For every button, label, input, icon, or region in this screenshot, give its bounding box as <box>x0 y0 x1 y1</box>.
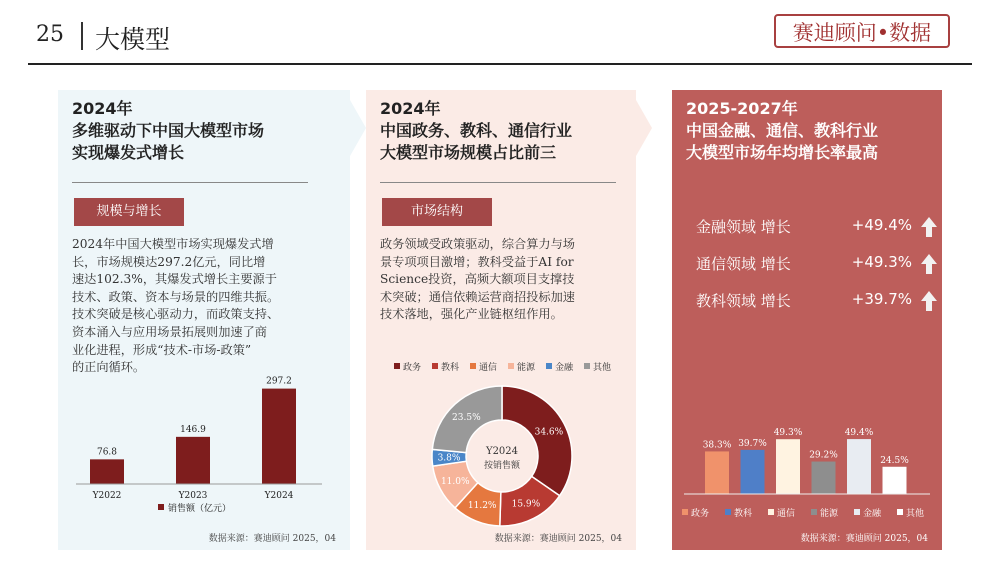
body-line: 景专项项目激增；教科受益于AI for <box>380 254 574 269</box>
arrow-up-icon <box>920 290 938 312</box>
panel2-separator <box>380 182 616 183</box>
data-label: 29.2% <box>809 450 838 461</box>
data-label: 11.0% <box>440 476 470 487</box>
panel3-title-line2: 大模型市场年均增长率最高 <box>686 143 879 162</box>
data-label: 23.5% <box>452 412 481 423</box>
panel1-year: 2024年 <box>72 99 133 118</box>
body-line: 资本涌入与应用场景拓展则加速了商 <box>72 324 267 339</box>
bar <box>705 451 729 494</box>
panel1-heading <box>72 98 264 164</box>
data-label: 11.2% <box>467 501 497 512</box>
panel1-tag: 规模与增长 <box>74 198 184 226</box>
panel3-heading <box>686 98 878 164</box>
legend-label: 教科 <box>441 363 460 373</box>
panel-scale-growth <box>58 90 350 550</box>
metric-value: +49.3% <box>851 253 912 271</box>
panel3-title-line1: 中国金融、通信、教科行业 <box>686 121 879 140</box>
legend-swatch <box>394 363 400 369</box>
metric-label: 金融领域 增长 <box>696 218 791 236</box>
legend-swatch <box>508 363 514 369</box>
legend-swatch <box>584 363 590 369</box>
metric-value: +39.7% <box>851 290 912 308</box>
legend-label: 金融 <box>555 363 574 373</box>
donut-center-label: 按销售额 <box>483 461 521 471</box>
metric-value: +49.4% <box>851 216 912 234</box>
legend-label: 通信 <box>479 363 498 373</box>
donut-center-year: Y2024 <box>485 446 519 457</box>
legend-swatch <box>682 509 688 515</box>
legend-label: 通信 <box>777 509 796 519</box>
legend-swatch <box>158 504 164 510</box>
page-number: 25 <box>36 22 64 47</box>
body-line: 业化进程，形成“技术-市场-政策” <box>72 342 252 357</box>
data-label: 15.9% <box>511 499 541 510</box>
bar <box>812 462 836 494</box>
panel1-body <box>72 236 279 377</box>
legend-swatch <box>768 509 774 515</box>
header-divider <box>81 22 83 50</box>
data-label: 146.9 <box>180 424 206 435</box>
metric-label: 教科领域 增长 <box>696 292 791 310</box>
metric-label: 通信领域 增长 <box>696 255 791 273</box>
panel3-source: 数据来源：赛迪顾问 2025，04 <box>800 534 928 544</box>
legend-swatch <box>470 363 476 369</box>
data-label: 24.5% <box>880 455 909 466</box>
legend-swatch <box>811 509 817 515</box>
legend-swatch <box>546 363 552 369</box>
sales-bar-chart <box>72 374 342 530</box>
panel2-title-line1: 中国政务、教科、通信行业 <box>380 121 573 140</box>
body-line: Science投资，高频大额项目支撑技 <box>380 272 575 287</box>
page-title: 大模型 <box>95 25 171 54</box>
body-line: 政务领域受政策驱动，综合算力与场 <box>380 237 575 251</box>
panel1-source: 数据来源：赛迪顾问 2025，04 <box>208 534 336 544</box>
legend-label: 能源 <box>820 509 839 519</box>
panel2-title-line2: 大模型市场规模占比前三 <box>380 143 557 162</box>
body-line: 2024年中国大模型市场实现爆发式增 <box>72 237 274 251</box>
tick-label: Y2024 <box>264 491 294 501</box>
legend-label: 销售额（亿元） <box>168 504 232 514</box>
legend-swatch <box>854 509 860 515</box>
panel1-title-line1: 多维驱动下中国大模型市场 <box>72 121 265 140</box>
data-label: 3.8% <box>437 453 461 464</box>
tick-label: Y2023 <box>178 491 208 501</box>
arrow-up-icon <box>920 216 938 238</box>
legend-swatch <box>897 509 903 515</box>
legend-label: 政务 <box>403 363 422 373</box>
body-line: 长，市场规模达297.2亿元，同比增 <box>72 254 266 269</box>
legend-label: 其他 <box>593 363 612 373</box>
body-line: 的正向循环。 <box>72 360 146 375</box>
panel2-source: 数据来源：赛迪顾问 2025，04 <box>494 534 622 544</box>
legend-label: 其他 <box>906 509 925 519</box>
panel-market-structure <box>366 90 636 550</box>
data-label: 76.8 <box>96 447 118 458</box>
data-label: 34.6% <box>534 427 564 438</box>
bar <box>847 439 871 494</box>
legend-swatch <box>725 509 731 515</box>
data-label: 38.3% <box>702 440 732 451</box>
body-line: 技术突破是核心驱动力，而政策支持、 <box>72 307 280 322</box>
panel-growth-rate <box>672 90 942 550</box>
legend-label: 金融 <box>863 509 882 519</box>
body-line: 技术落地，强化产业链枢纽作用。 <box>380 307 563 322</box>
legend-label: 教科 <box>734 509 753 519</box>
panel-arrow-1 <box>350 100 366 156</box>
panel-arrow-2 <box>636 100 652 156</box>
legend-label: 政务 <box>691 509 710 519</box>
data-label: 49.3% <box>773 428 803 439</box>
panel2-body <box>380 236 575 324</box>
panel1-title-line2: 实现爆发式增长 <box>72 143 185 162</box>
data-label: 49.4% <box>844 428 874 439</box>
header-rule <box>28 63 972 65</box>
page-header <box>0 0 1000 68</box>
tick-label: Y2022 <box>92 491 122 501</box>
bar <box>776 439 800 494</box>
body-line: 技术、政策、资本与场景的四维共振。 <box>72 289 280 304</box>
brand-logo: 赛迪顾问•数据 <box>774 14 950 48</box>
data-label: 297.2 <box>266 376 292 387</box>
market-structure-donut-chart <box>366 358 636 528</box>
panel2-heading <box>380 98 572 164</box>
growth-rate-bar-chart <box>672 420 942 524</box>
bar <box>176 437 210 484</box>
bar <box>262 389 296 484</box>
bar <box>883 467 907 494</box>
arrow-up-icon <box>920 253 938 275</box>
panel3-year: 2025-2027年 <box>686 99 798 118</box>
legend-swatch <box>432 363 438 369</box>
bar <box>741 450 765 494</box>
data-label: 39.7% <box>738 438 767 449</box>
bar <box>90 459 124 484</box>
panel1-separator <box>72 182 308 183</box>
legend-label: 能源 <box>517 363 536 373</box>
body-line: 速达102.3%，其爆发式增长主要源于 <box>72 272 277 287</box>
panel2-year: 2024年 <box>380 99 441 118</box>
body-line: 术突破；通信依赖运营商招投标加速 <box>380 289 575 304</box>
panel2-tag: 市场结构 <box>382 198 492 226</box>
